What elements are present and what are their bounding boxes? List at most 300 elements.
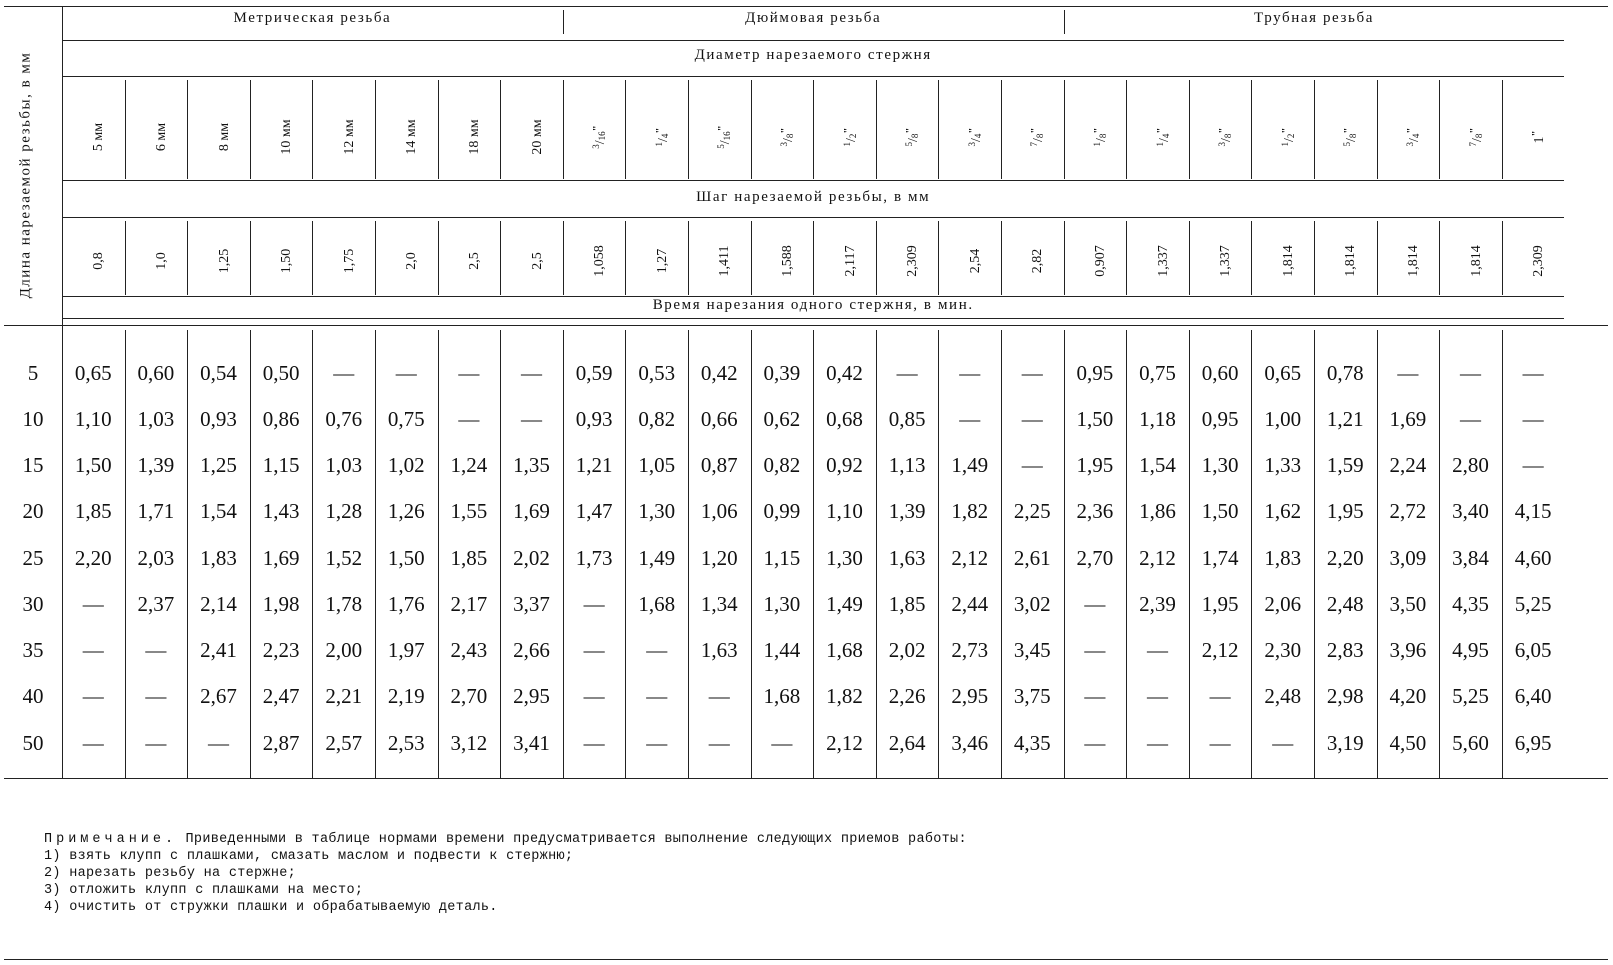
table-cell: 1,52	[325, 546, 363, 570]
inch-mark: "	[1091, 127, 1104, 134]
table-cell: 3,09	[1389, 546, 1427, 570]
table-cell: 1,62	[1264, 499, 1302, 523]
table-cell: 1,47	[575, 499, 613, 523]
fraction-denominator: 8	[910, 133, 921, 139]
table-cell: 3,45	[1013, 638, 1051, 662]
table-cell: —	[145, 684, 167, 708]
inch-mark: "	[1530, 130, 1543, 137]
fraction-slash: /	[1469, 138, 1485, 142]
table-cell: 1,82	[826, 684, 863, 708]
table-cell: 2,17	[450, 592, 488, 616]
table-cell: 2,24	[1389, 453, 1427, 477]
table-cell: 0,82	[638, 407, 676, 431]
table-cell: 1,74	[1201, 546, 1239, 570]
column-divider	[938, 80, 939, 179]
table-cell: 0,42	[700, 361, 738, 385]
diameter-band-label: Диаметр нарезаемого стержня	[694, 47, 932, 63]
pitch-value: 1,814	[1468, 245, 1484, 277]
table-cell: —	[82, 684, 104, 708]
fraction-numerator: 3	[591, 144, 602, 149]
table-cell: —	[1272, 731, 1294, 755]
diameter-header	[654, 128, 672, 147]
vertical-axis-label: Длина нарезаемой резьбы, в мм	[17, 51, 34, 299]
fraction-slash: /	[1156, 138, 1172, 142]
fraction-denominator: 8	[1348, 133, 1359, 139]
table-cell: 2,80	[1452, 453, 1489, 477]
column-divider	[438, 221, 439, 295]
table-cell: —	[646, 638, 668, 662]
table-cell: 1,63	[888, 546, 926, 570]
table-cell: 1,44	[763, 638, 801, 662]
column-divider	[1377, 80, 1378, 179]
table-cell: —	[1522, 361, 1544, 385]
table-cell: 2,41	[200, 638, 237, 662]
column-divider	[938, 221, 939, 295]
note-item: 3) отложить клупп с плашками на место;	[44, 883, 364, 898]
table-cell: 1,15	[763, 546, 801, 570]
table-cell: 2,02	[888, 638, 926, 662]
inch-mark: "	[904, 127, 917, 134]
table-cell: 1,69	[262, 546, 300, 570]
pitch-value: 1,25	[216, 248, 232, 274]
header-rule	[62, 217, 1564, 218]
row-length-label: 30	[22, 592, 44, 616]
row-length-label: 15	[22, 453, 44, 477]
column-divider	[1251, 80, 1252, 179]
note-separator	[4, 778, 1608, 779]
inch-value: 1	[1532, 136, 1548, 144]
fraction-slash: /	[968, 138, 984, 142]
table-cell: 2,47	[262, 684, 300, 708]
table-cell: 2,44	[951, 592, 989, 616]
table-cell: 1,68	[826, 638, 863, 662]
fraction-denominator: 16	[597, 131, 608, 141]
table-cell: 2,70	[450, 684, 488, 708]
table-cell: 2,30	[1264, 638, 1302, 662]
pitch-value: 2,5	[529, 252, 545, 270]
column-divider	[1314, 221, 1315, 295]
table-cell: 1,06	[700, 499, 738, 523]
note-heading: Примечание.	[44, 832, 178, 847]
pitch-value: 1,588	[779, 245, 795, 277]
table-cell: 1,50	[74, 453, 112, 477]
table-cell: 1,68	[638, 592, 676, 616]
fraction-denominator: 16	[722, 131, 733, 141]
diameter-header	[967, 128, 985, 147]
fraction-denominator: 8	[1097, 133, 1108, 139]
table-cell: —	[1021, 361, 1043, 385]
table-cell: 2,70	[1076, 546, 1114, 570]
fraction-denominator: 4	[659, 133, 670, 139]
table-cell: 1,30	[638, 499, 676, 523]
pitch-value: 1,058	[592, 245, 608, 277]
table-cell: 0,68	[826, 407, 863, 431]
diameter-header	[1092, 128, 1110, 147]
table-cell: 1,21	[1326, 407, 1364, 431]
column-divider	[375, 80, 376, 179]
table-cell: —	[145, 731, 167, 755]
diameter-header: 6 мм	[153, 122, 169, 152]
table-cell: 1,10	[74, 407, 112, 431]
column-divider	[500, 221, 501, 295]
table-cell: 1,78	[325, 592, 363, 616]
column-divider	[1001, 221, 1002, 295]
table-cell: —	[1522, 453, 1544, 477]
fraction-slash: /	[718, 140, 734, 145]
table-cell: 0,95	[1076, 361, 1114, 385]
table-cell: 2,73	[951, 638, 989, 662]
table-cell: 0,50	[262, 361, 300, 385]
table-cell: 4,20	[1389, 684, 1427, 708]
row-length-label: 25	[22, 546, 44, 570]
table-cell: —	[1146, 684, 1168, 708]
column-divider	[187, 221, 188, 295]
diameter-header	[1217, 128, 1235, 147]
table-cell: 1,49	[951, 453, 989, 477]
table-cell: 1,69	[513, 499, 550, 523]
note-item: 4) очистить от стружки плашки и обрабатываемую деталь.	[44, 900, 498, 915]
column-divider	[625, 80, 626, 179]
table-cell: 1,85	[74, 499, 112, 523]
fraction-numerator: 3	[966, 142, 977, 147]
table-cell: 1,73	[575, 546, 613, 570]
pitch-band-label: Шаг нарезаемой резьбы, в мм	[696, 189, 931, 205]
fraction-numerator: 1	[653, 142, 664, 147]
pitch-value: 1,337	[1155, 245, 1171, 277]
diameter-header	[1530, 130, 1548, 143]
table-cell: 0,87	[700, 453, 738, 477]
table-cell: 2,39	[1139, 592, 1176, 616]
table-cell: 2,00	[325, 638, 363, 662]
column-divider	[125, 221, 126, 295]
column-divider	[1502, 221, 1503, 295]
table-cell: 1,34	[700, 592, 738, 616]
fraction-slash: /	[655, 138, 671, 142]
fraction-slash: /	[1344, 138, 1360, 142]
inch-mark: "	[841, 127, 854, 134]
table-cell: 3,75	[1013, 684, 1051, 708]
table-cell: 1,71	[137, 499, 175, 523]
note-item: 1) взять клупп с плашками, смазать маслом и подвести к стержню;	[44, 849, 574, 864]
diameter-header	[842, 128, 860, 147]
pitch-value: 0,907	[1092, 245, 1108, 277]
table-cell: —	[708, 684, 730, 708]
fraction-denominator: 2	[1285, 133, 1296, 139]
table-cell: 3,12	[450, 731, 488, 755]
table-cell: 0,93	[200, 407, 237, 431]
column-divider	[813, 221, 814, 295]
table-cell: 0,66	[700, 407, 738, 431]
row-length-label: 20	[22, 499, 44, 523]
table-cell: 4,15	[1514, 499, 1552, 523]
column-divider	[500, 80, 501, 179]
table-cell: 1,15	[262, 453, 300, 477]
row-length-label: 40	[22, 684, 44, 708]
table-cell: —	[646, 731, 668, 755]
table-cell: 2,12	[1139, 546, 1176, 570]
table-cell: 1,33	[1264, 453, 1302, 477]
table-cell: 5,60	[1452, 731, 1489, 755]
table-cell: —	[333, 361, 355, 385]
fraction-denominator: 8	[1473, 133, 1484, 139]
table-cell: —	[520, 361, 542, 385]
table-cell: 1,50	[1201, 499, 1239, 523]
table-cell: 0,92	[826, 453, 863, 477]
table-cell: 1,24	[450, 453, 488, 477]
fraction-numerator: 7	[1467, 142, 1478, 147]
column-divider	[625, 221, 626, 295]
diameter-header	[1468, 128, 1486, 147]
table-cell: 1,54	[200, 499, 237, 523]
inch-mark: "	[1217, 127, 1230, 134]
diameter-header	[904, 128, 922, 147]
column-divider	[312, 80, 313, 179]
table-cell: 2,06	[1264, 592, 1302, 616]
table-cell: 2,64	[888, 731, 926, 755]
column-divider	[1126, 221, 1127, 295]
inch-mark: "	[591, 125, 604, 132]
table-cell: 1,03	[137, 407, 175, 431]
table-cell: —	[1146, 731, 1168, 755]
pitch-value: 2,309	[1531, 245, 1547, 277]
inch-mark: "	[1154, 127, 1167, 134]
table-cell: 1,18	[1139, 407, 1176, 431]
fraction-denominator: 4	[1160, 133, 1171, 139]
pitch-value: 1,75	[341, 248, 357, 274]
table-cell: 1,63	[700, 638, 738, 662]
table-cell: —	[1146, 638, 1168, 662]
table-cell: 1,28	[325, 499, 363, 523]
table-cell: 3,02	[1013, 592, 1051, 616]
inch-mark: "	[966, 127, 979, 134]
row-length-label: 5	[27, 361, 39, 385]
table-cell: 3,41	[513, 731, 550, 755]
table-cell: —	[1021, 407, 1043, 431]
table-cell: 2,61	[1013, 546, 1051, 570]
table-cell: 1,30	[763, 592, 801, 616]
header-rule	[62, 76, 1564, 77]
table-cell: 1,85	[450, 546, 488, 570]
column-divider	[250, 221, 251, 295]
table-cell: 0,42	[826, 361, 863, 385]
fraction-numerator: 1	[1154, 142, 1165, 147]
pitch-value: 1,814	[1280, 245, 1296, 277]
table-cell: 1,85	[888, 592, 926, 616]
column-divider	[1126, 80, 1127, 179]
row-length-label: 50	[22, 731, 44, 755]
table-cell: —	[771, 731, 793, 755]
diameter-header	[716, 125, 734, 149]
column-divider	[1502, 80, 1503, 179]
table-cell: 0,59	[575, 361, 613, 385]
table-cell: 1,95	[1201, 592, 1239, 616]
table-cell: 1,39	[888, 499, 926, 523]
diameter-header	[779, 128, 797, 147]
table-cell: 2,20	[1326, 546, 1364, 570]
table-cell: 2,83	[1326, 638, 1364, 662]
table-cell: 2,12	[951, 546, 989, 570]
group-divider	[1064, 10, 1065, 34]
pitch-value: 2,54	[967, 248, 983, 274]
table-cell: 3,40	[1452, 499, 1489, 523]
group-divider	[563, 10, 564, 34]
row-length-label: 35	[22, 638, 44, 662]
fraction-denominator: 8	[1035, 133, 1046, 139]
table-cell: 4,60	[1514, 546, 1552, 570]
table-cell: 1,54	[1139, 453, 1176, 477]
table-cell: 0,85	[888, 407, 926, 431]
fraction-slash: /	[1093, 138, 1109, 142]
table-cell: 1,30	[1201, 453, 1239, 477]
fraction-numerator: 5	[904, 142, 915, 147]
table-cell: —	[959, 407, 981, 431]
inch-mark: "	[653, 127, 666, 134]
table-cell: 0,65	[74, 361, 112, 385]
table-cell: 1,95	[1076, 453, 1114, 477]
column-divider	[1439, 80, 1440, 179]
fraction-numerator: 1	[1279, 142, 1290, 147]
table-cell: 1,25	[200, 453, 237, 477]
column-divider	[1001, 80, 1002, 179]
table-cell: —	[1459, 361, 1481, 385]
header-rule	[62, 318, 1564, 319]
table-cell: 2,37	[137, 592, 175, 616]
table-cell: —	[1084, 731, 1106, 755]
table-cell: 1,69	[1389, 407, 1427, 431]
pitch-value: 1,27	[654, 248, 670, 274]
table-cell: 1,50	[387, 546, 425, 570]
table-cell: 1,05	[638, 453, 676, 477]
diameter-header: 14 мм	[404, 119, 420, 155]
table-cell: —	[1209, 684, 1231, 708]
table-cell: 4,95	[1452, 638, 1489, 662]
column-divider	[751, 221, 752, 295]
table-cell: 1,59	[1326, 453, 1364, 477]
column-divider	[1064, 221, 1065, 295]
header-bottom-rule	[4, 325, 1608, 326]
group-header-label: Метрическая резьба	[233, 10, 392, 26]
diameter-header	[1405, 128, 1423, 147]
table-cell: 4,35	[1013, 731, 1051, 755]
table-cell: —	[82, 638, 104, 662]
table-cell: 2,36	[1076, 499, 1114, 523]
column-divider	[1189, 80, 1190, 179]
pitch-value: 1,50	[279, 248, 295, 274]
table-cell: 1,26	[387, 499, 425, 523]
table-cell: 4,50	[1389, 731, 1427, 755]
inch-mark: "	[778, 127, 791, 134]
note-intro: Приведенными в таблице нормами времени предусматривается выполнение следующих приемов работы:	[185, 832, 967, 847]
table-cell: —	[1021, 453, 1043, 477]
table-cell: 0,39	[763, 361, 801, 385]
table-cell: —	[207, 731, 229, 755]
table-cell: 2,25	[1013, 499, 1051, 523]
fraction-denominator: 8	[784, 133, 795, 139]
fraction-slash: /	[906, 138, 922, 142]
column-divider	[876, 221, 877, 295]
table-cell: 3,50	[1389, 592, 1427, 616]
fraction-slash: /	[1281, 138, 1297, 142]
fraction-denominator: 8	[1223, 133, 1234, 139]
table-cell: 2,66	[513, 638, 550, 662]
pitch-value: 0,8	[91, 252, 107, 270]
pitch-value: 1,0	[153, 252, 169, 270]
table-cell: 1,35	[513, 453, 550, 477]
column-divider	[375, 221, 376, 295]
table-cell: —	[1397, 361, 1419, 385]
column-divider	[1314, 80, 1315, 179]
column-divider	[125, 80, 126, 179]
table-cell: 0,60	[1201, 361, 1239, 385]
note-line-intro	[44, 831, 967, 848]
column-divider	[187, 80, 188, 179]
fraction-numerator: 3	[1404, 142, 1415, 147]
header-rule	[62, 180, 1564, 181]
table-cell: 0,95	[1201, 407, 1239, 431]
table-cell: 1,86	[1139, 499, 1176, 523]
table-cell: 2,53	[387, 731, 425, 755]
table-cell: 2,95	[513, 684, 550, 708]
table-cell: 4,35	[1452, 592, 1489, 616]
table-cell: 1,21	[575, 453, 613, 477]
table-cell: 1,20	[700, 546, 738, 570]
row-length-label: 10	[22, 407, 44, 431]
fraction-numerator: 1	[841, 142, 852, 147]
table-cell: 2,48	[1326, 592, 1364, 616]
table-cell: 0,75	[387, 407, 425, 431]
table-cell: —	[1522, 407, 1544, 431]
fraction-slash: /	[1219, 138, 1235, 142]
fraction-numerator: 3	[1217, 142, 1228, 147]
column-divider	[563, 80, 564, 179]
table-cell: —	[82, 731, 104, 755]
table-cell: 1,02	[387, 453, 425, 477]
fraction-numerator: 5	[1342, 142, 1353, 147]
fraction-slash: /	[843, 138, 859, 142]
table-cell: 1,13	[888, 453, 926, 477]
table-cell: 1,50	[1076, 407, 1114, 431]
inch-mark: "	[1467, 127, 1480, 134]
table-cell: 0,53	[638, 361, 676, 385]
diameter-header: 8 мм	[216, 122, 232, 152]
diameter-header	[591, 125, 609, 149]
table-cell: 1,49	[826, 592, 863, 616]
diameter-header: 12 мм	[341, 119, 357, 155]
table-cell: 1,43	[262, 499, 300, 523]
pitch-value: 2,0	[404, 252, 420, 270]
column-divider	[688, 221, 689, 295]
table-cell: 0,99	[763, 499, 801, 523]
inch-mark: "	[1029, 127, 1042, 134]
pitch-value: 1,411	[717, 245, 733, 277]
table-cell: 2,95	[951, 684, 989, 708]
fraction-slash: /	[780, 138, 796, 142]
table-cell: —	[1084, 592, 1106, 616]
inch-mark: "	[1342, 127, 1355, 134]
fraction-numerator: 1	[1091, 142, 1102, 147]
diameter-header	[1280, 128, 1298, 147]
column-divider	[876, 80, 877, 179]
table-cell: 3,37	[513, 592, 550, 616]
diameter-header	[1029, 128, 1047, 147]
column-divider	[563, 221, 564, 295]
pitch-value: 1,814	[1343, 245, 1359, 277]
table-cell: —	[1084, 638, 1106, 662]
table-cell: —	[583, 592, 605, 616]
table-cell: 1,55	[450, 499, 488, 523]
table-cell: 6,40	[1514, 684, 1552, 708]
table-cell: 2,72	[1389, 499, 1427, 523]
